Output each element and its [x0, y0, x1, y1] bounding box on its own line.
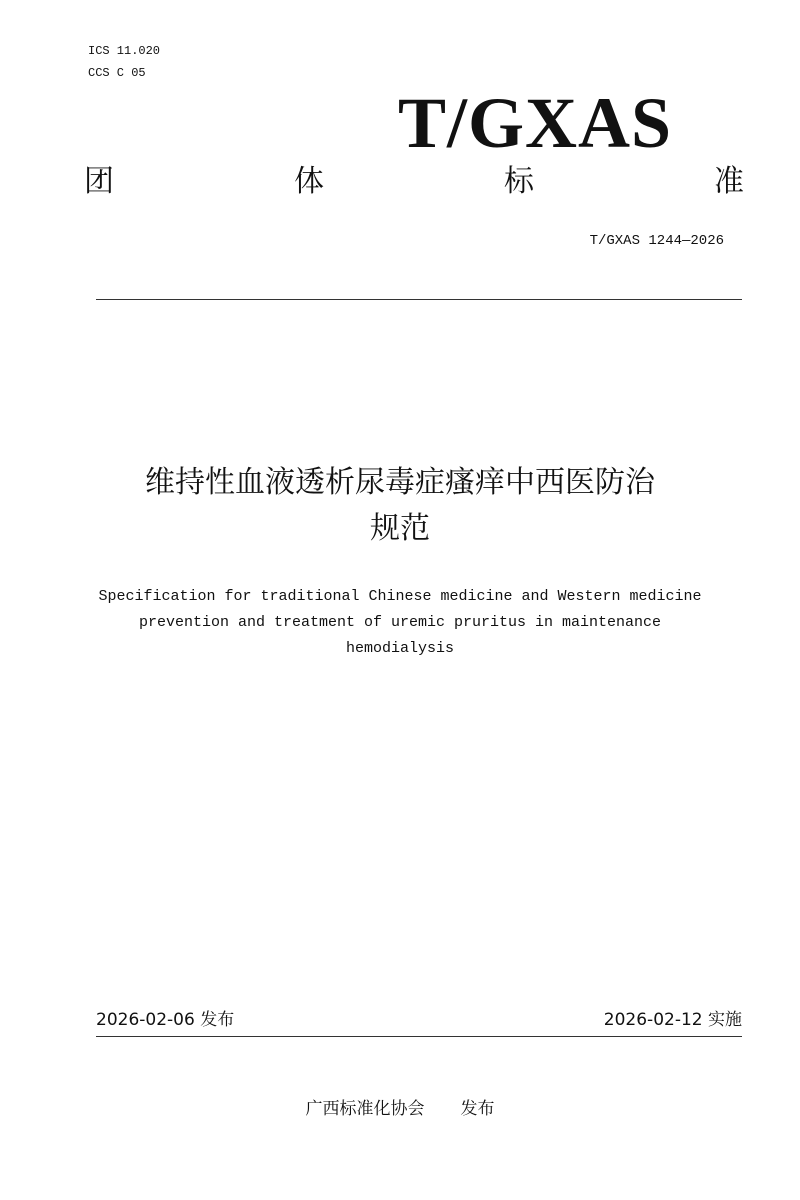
english-title-line: prevention and treatment of uremic pruritus in maintenance	[138, 614, 662, 631]
implement-date: 2026-02-12 实施	[603, 1010, 742, 1030]
issuer-line	[0, 1096, 800, 1122]
chinese-title-line: 维持性血液透析尿毒症瘙痒中西医防治	[145, 465, 655, 500]
publish-date: 2026-02-06 发布	[96, 1010, 235, 1030]
standard-type-char: 准	[714, 164, 744, 199]
ics-code: ICS 11.020	[88, 44, 161, 58]
classification-codes	[88, 40, 160, 84]
standard-brand: T/GXAS	[398, 83, 673, 163]
standard-type-char: 体	[294, 164, 324, 199]
standard-type-char: 团	[84, 164, 114, 199]
english-title-line: Specification for traditional Chinese medicine and Western medicine	[98, 588, 702, 605]
header-divider	[96, 299, 742, 300]
footer-divider	[96, 1036, 742, 1037]
document-number: T/GXAS 1244—2026	[589, 233, 724, 249]
english-title	[60, 584, 740, 662]
issuer-name: 广西标准化协会	[305, 1099, 425, 1119]
chinese-title-line: 规范	[370, 511, 430, 546]
issuer-action: 发布	[460, 1099, 495, 1119]
standard-type	[84, 160, 744, 204]
english-title-line: hemodialysis	[345, 640, 455, 657]
chinese-title	[0, 460, 800, 552]
standard-type-char: 标	[504, 164, 534, 199]
ccs-code: CCS C 05	[88, 66, 146, 80]
